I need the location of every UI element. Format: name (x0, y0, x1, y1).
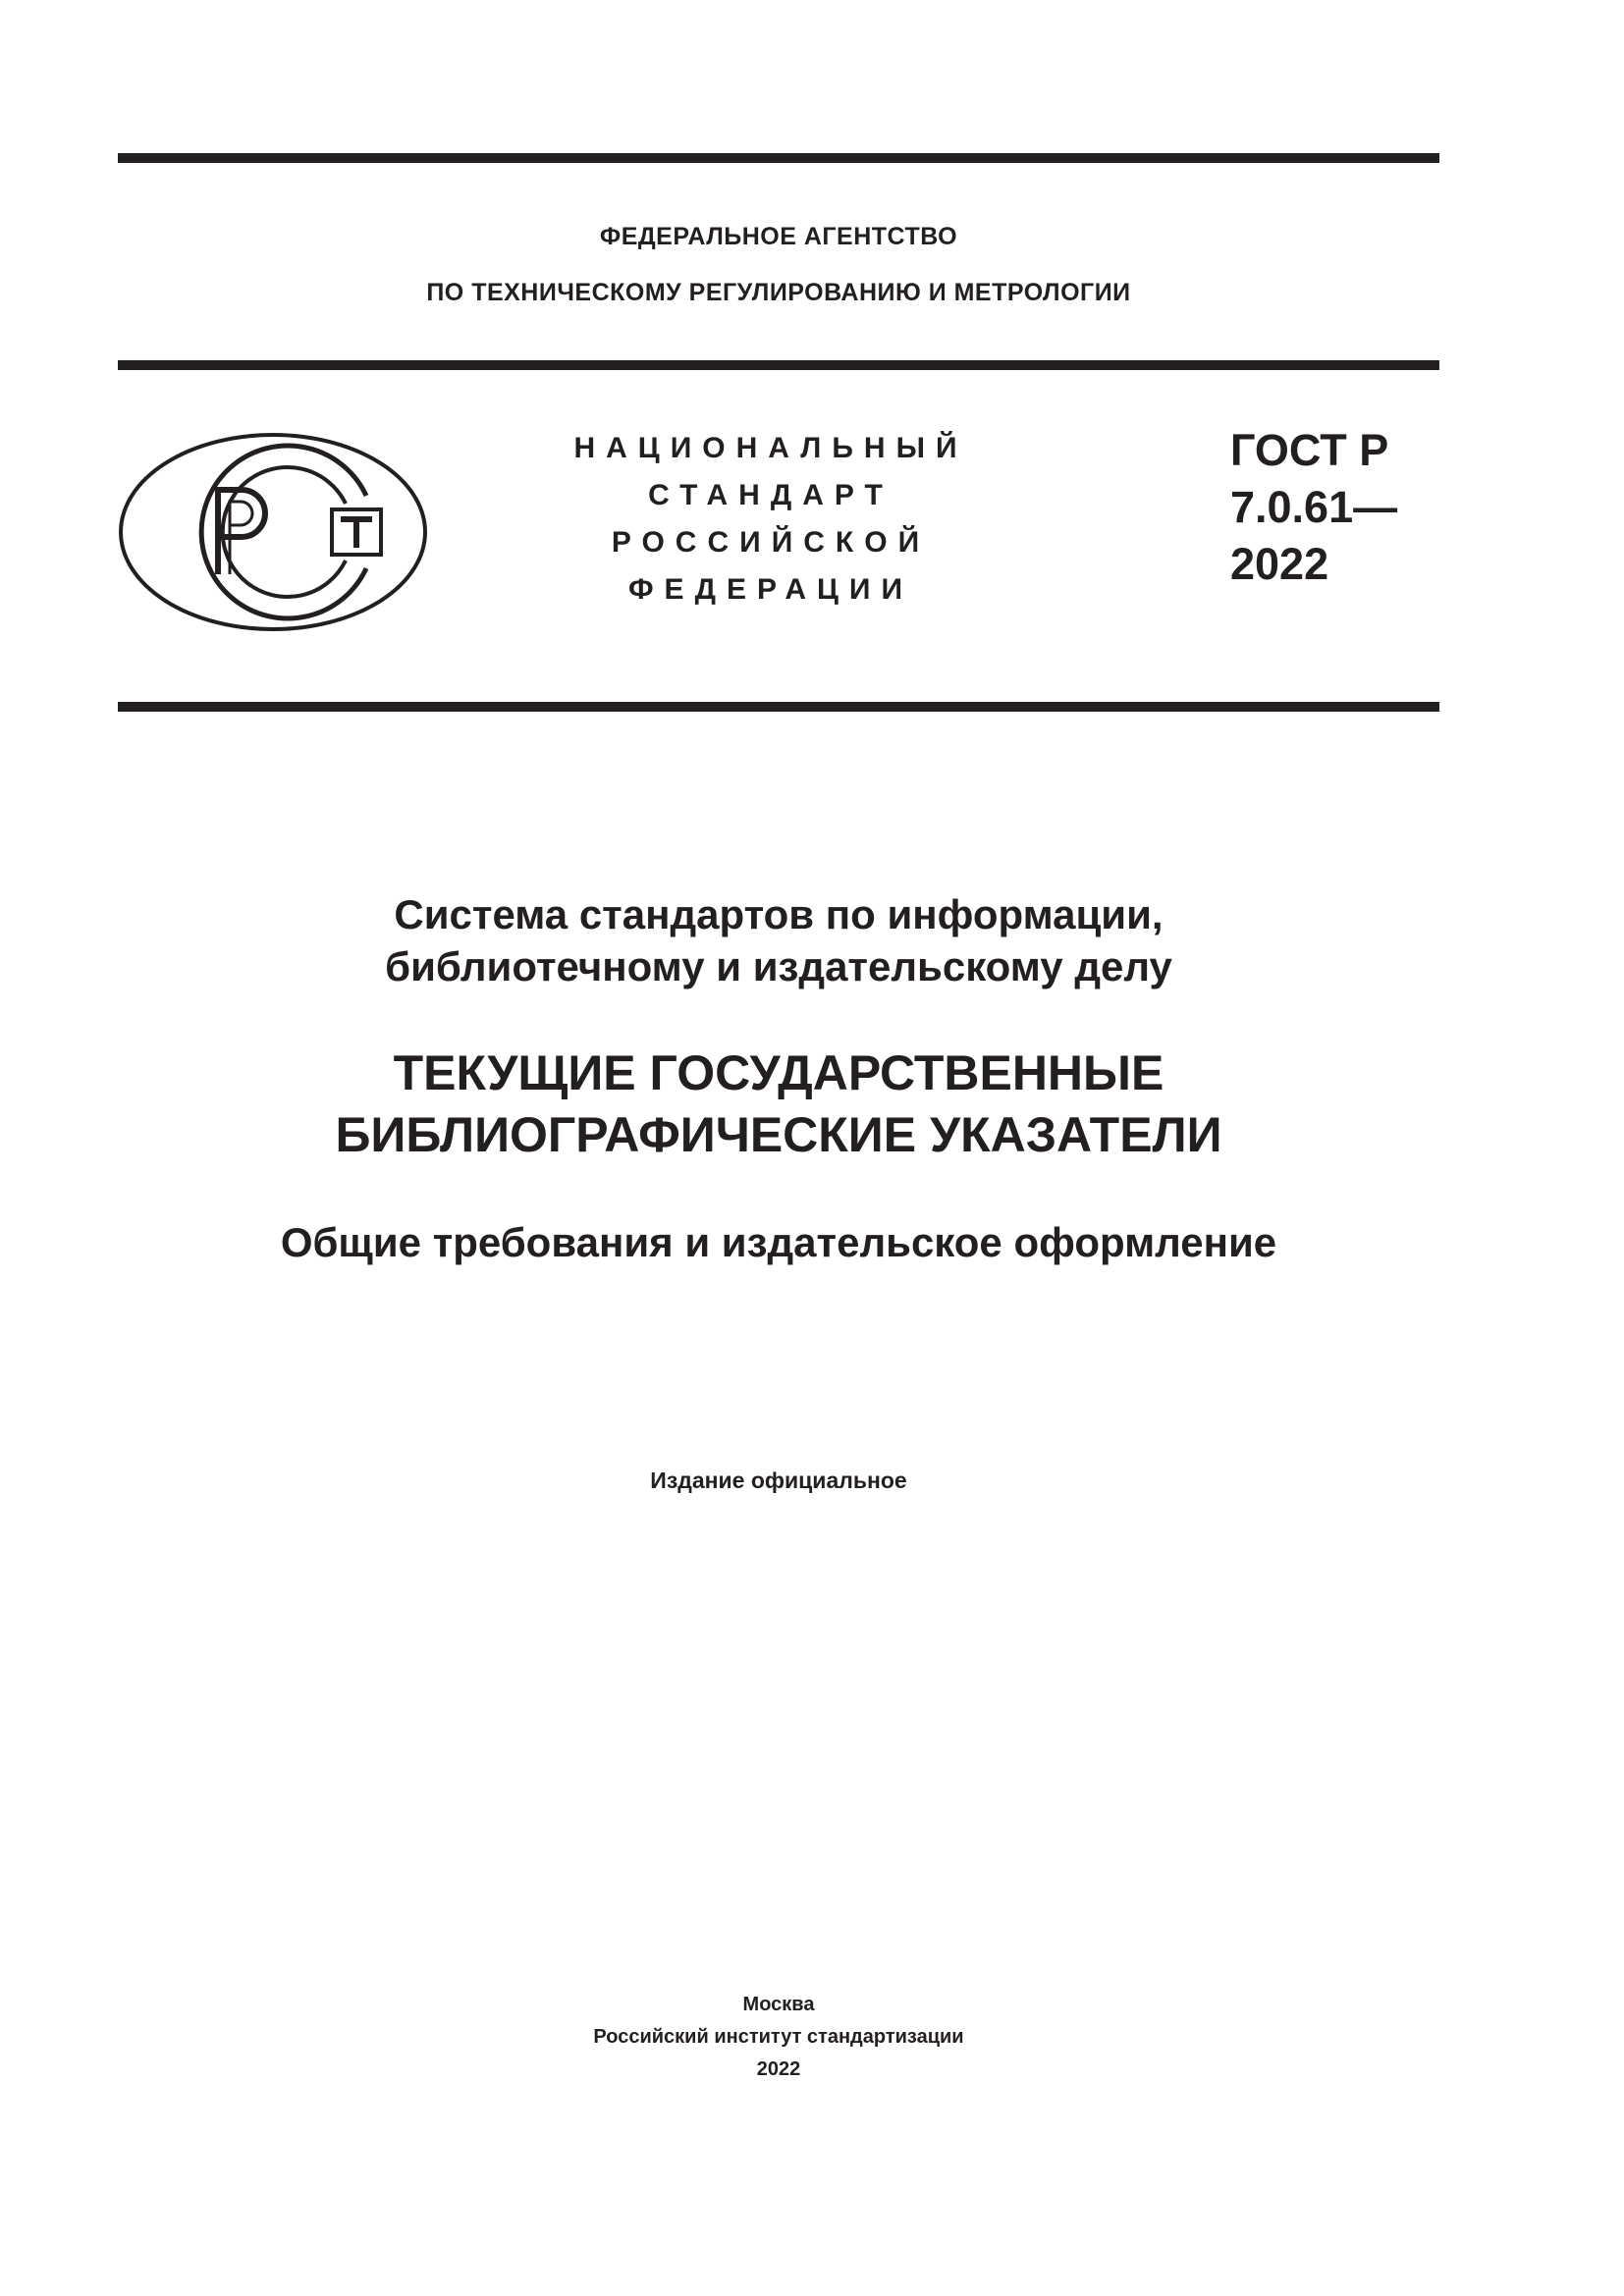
top-rule (118, 153, 1439, 163)
designation-line-1: ГОСТ Р (1230, 425, 1389, 475)
rst-certification-mark-icon (116, 429, 430, 635)
national-standard-label (535, 425, 1006, 614)
header-rule (118, 360, 1439, 370)
document-title (118, 1042, 1439, 1166)
document-subtitle: Общие требования и издательское оформление (280, 1219, 1277, 1265)
imprint-city: Москва (742, 1994, 815, 2015)
standard-designation (1230, 422, 1397, 593)
imprint (118, 1989, 1439, 2086)
national-standard-line-3: РОССИЙСКОЙ (611, 526, 931, 559)
designation-line-3: 2022 (1230, 539, 1329, 589)
series-line-2: библиотечному и издательскому делу (385, 943, 1172, 989)
title-line-1: ТЕКУЩИЕ ГОСУДАРСТВЕННЫЕ (393, 1045, 1164, 1100)
imprint-publisher: Российский институт стандартизации (593, 2026, 964, 2048)
national-standard-line-1: НАЦИОНАЛЬНЫЙ (573, 432, 968, 464)
designation-line-2: 7.0.61— (1230, 482, 1398, 532)
series-line-1: Система стандартов по информации, (394, 891, 1164, 937)
title-block-rule (118, 702, 1439, 712)
edition-note: Издание официальное (650, 1468, 907, 1493)
agency-line-1: ФЕДЕРАЛЬНОЕ АГЕНТСТВО (599, 223, 958, 250)
title-line-2: БИБЛИОГРАФИЧЕСКИЕ УКАЗАТЕЛИ (335, 1107, 1222, 1162)
series-title (118, 888, 1439, 992)
agency-line-2: ПО ТЕХНИЧЕСКОМУ РЕГУЛИРОВАНИЮ И МЕТРОЛОГИИ (426, 279, 1131, 306)
national-standard-line-4: ФЕДЕРАЦИИ (627, 573, 914, 606)
imprint-year: 2022 (756, 2058, 801, 2080)
national-standard-line-2: СТАНДАРТ (648, 479, 893, 511)
